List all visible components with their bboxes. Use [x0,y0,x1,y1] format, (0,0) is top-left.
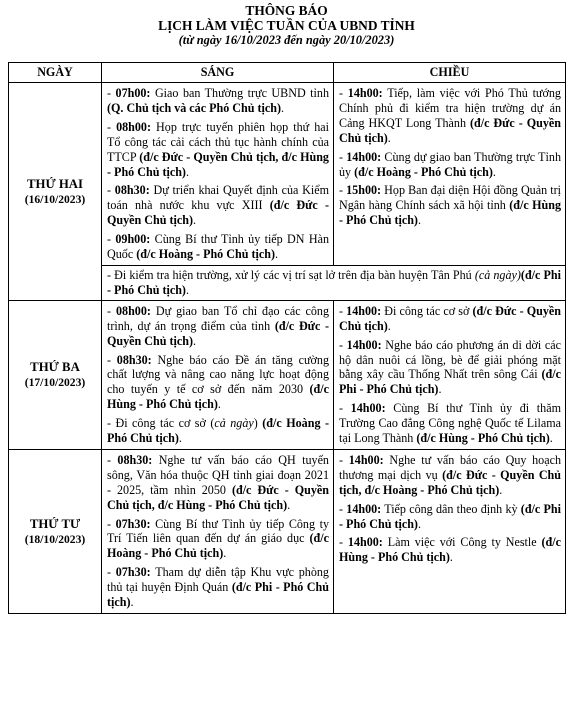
column-header-afternoon: CHIỀU [334,63,566,83]
item-participants: (đ/c Hùng - Phó Chủ tịch) [339,198,562,228]
item-text: Họp Ban đại diện Hội đồng Quản trị Ngân hàng Chính sách xã hội tỉnh [339,183,561,213]
item-note: cả ngày [214,416,254,431]
schedule-item: - Đi kiểm tra hiện trường, xử lý các vị trí sạt lở trên địa bàn huyện Tân Phú (cả ngày)(đ/c Phi - Phó Chủ tịch). [107,267,561,297]
item-participants: (đ/c Hùng - Phó Chủ tịch) [107,382,329,412]
item-text: Nghe báo cáo Đề án tăng cường chất lượng và nâng cao năng lực hoạt động cho tuyến y tế cơ sở đến năm 2030 [107,352,329,397]
item-time: 14h00: [347,535,383,550]
day-name: THỨ HAI [26,176,84,191]
item-text: Cùng Bí thư Tỉnh ủy tiếp DN Hàn Quốc [107,232,329,262]
item-participants: (đ/c Đức - Quyền Chủ tịch, đ/c Hoàng - Phó Chủ tịch) [339,467,561,497]
item-time: 08h00: [116,119,152,134]
schedule-item: - 08h30: Nghe tư vấn báo cáo QH tuyến sông, Văn hóa thuộc QH tỉnh giai đoạn 2021 - 2025, tầm nhìn 2050 (đ/c Đức - Quyền Chủ tịch, đ/c Hùng - Phó Chủ tịch). [107,452,329,512]
schedule-item: - 07h30: Cùng Bí thư Tỉnh ủy tiếp Công ty Trí Tiến liên quan đến dự án giáo dục (đ/c Hoàng - Phó Chủ tịch). [107,516,329,561]
item-participants: (đ/c Hoàng - Phó Chủ tịch) [107,416,329,446]
column-header-morning: SÁNG [102,63,334,83]
day-name: THỨ TƯ [29,516,81,531]
item-text: Nghe báo cáo phương án di dời các hộ dân nuôi cá lồng, bè để giải phóng mặt bằng xây cầu Thống Nhất trên sông Cái [339,337,561,382]
item-text: Dự triển khai Quyết định của Kiểm toán nhà nước khu vực XIII [107,183,329,213]
item-end: . [178,431,182,446]
item-participants: (đ/c Phi - Phó Chủ tịch) [107,580,329,610]
item-end: . [287,497,291,512]
item-time: 08h30: [114,183,150,198]
schedule-item: - 15h00: Họp Ban đại diện Hội đồng Quản trị Ngân hàng Chính sách xã hội tỉnh (đ/c Hùng - Phó Chủ tịch). [339,183,562,228]
day-date: (16/10/2023) [24,192,86,206]
item-end: . [274,247,279,262]
item-participants: (Q. Chủ tịch và các Phó Chủ tịch) [107,100,282,115]
item-text: Tiếp, làm việc với Phó Thủ tướng Chính phủ đi kiểm tra hiện trường dự án Cảng HKQT Long Thành [339,86,561,130]
schedule-item: - 07h30: Tham dự diễn tập Khu vực phòng thủ tại huyện Định Quán (đ/c Phi - Phó Chủ tịch). [107,565,329,610]
item-text: Tiếp công dân theo định kỳ [381,501,521,516]
column-header-day: NGÀY [9,63,102,83]
item-text: Làm việc với Công ty Nestle [382,535,542,550]
item-time: 14h00: [347,86,383,100]
item-participants: (đ/c Hoàng - Phó Chủ tịch) [136,247,275,262]
schedule-table [8,62,566,614]
item-end: . [130,595,134,610]
item-note: (cả ngày) [474,267,521,282]
item-time: 08h30: [116,352,152,367]
schedule-item: - 14h00: Đi công tác cơ sở (đ/c Đức - Quyền Chủ tịch). [339,303,561,333]
schedule-item: - 14h00: Cùng dự giao ban Thường trực Tỉnh ủy (đ/c Hoàng - Phó Chủ tịch). [339,149,561,179]
morning-cell [102,83,334,266]
item-end: . [417,516,421,531]
item-participants: (đ/c Hùng - Phó Chủ tịch) [339,535,561,565]
item-text: Cùng dự giao ban Thường trực Tỉnh ủy [339,149,561,179]
item-time: 08h00: [115,303,151,318]
item-time: 08h30: [117,452,153,467]
document-subtitle: LỊCH LÀM VIỆC TUẦN CỦA UBND TỈNH [158,18,415,33]
item-participants: (đ/c Phi - Phó Chủ tịch) [107,267,561,297]
item-text: Tham dự diễn tập Khu vực phòng thủ tại huyện Định Quán [107,565,329,595]
afternoon-cell [334,83,566,266]
schedule-item: - 14h00: Nghe tư vấn báo cáo Quy hoạch thương mại dịch vụ (đ/c Đức - Quyền Chủ tịch, đ/c Hoàng - Phó Chủ tịch). [339,452,561,497]
item-text: Đi công tác cơ sở ( [115,416,215,431]
day-date: (18/10/2023) [24,532,86,546]
schedule-item: - 14h00: Tiếp công dân theo định kỳ (đ/c Phi - Phó Chủ tịch). [339,501,561,531]
item-text: Họp trực tuyến phiên họp thứ hai Tổ công tác cải cách thủ tục hành chính của TTCP [107,119,329,164]
item-text: Cùng Bí thư Tỉnh ủy tiếp Công ty Trí Tiến liên quan đến dự án giáo dục [107,516,329,546]
item-time: 07h30: [115,565,151,580]
day-name: THỨ BA [30,360,80,375]
morning-cell [102,300,334,449]
schedule-item: - 08h00: Họp trực tuyến phiên họp thứ hai Tổ công tác cải cách thủ tục hành chính của TTCP (đ/c Đức - Quyền Chủ tịch, đ/c Hùng - Phó Chủ tịch). [107,119,329,179]
item-time: 07h30: [115,516,151,531]
item-end: . [549,431,553,446]
full-day-cell [102,265,566,300]
item-participants: (đ/c Đức - Quyền Chủ tịch, đ/c Hùng - Phó Chủ tịch) [107,482,329,512]
item-end: . [417,213,421,228]
item-time: 09h00: [115,232,151,247]
item-participants: (đ/c Đức - Quyền Chủ tịch) [107,318,329,348]
item-participants: (đ/c Hoàng - Phó Chủ tịch) [354,164,493,179]
schedule-item: - 14h00: Làm việc với Công ty Nestle (đ/c Hùng - Phó Chủ tịch). [339,535,561,565]
item-participants: (đ/c Đức - Quyền Chủ tịch) [107,198,329,228]
item-end: . [217,397,221,412]
item-participants: (đ/c Hùng - Phó Chủ tịch) [416,431,550,446]
table-header-row [9,63,566,83]
item-end: . [193,213,197,228]
document-header [0,0,573,48]
item-text: Đi công tác cơ sở [381,303,473,318]
item-text: Nghe tư vấn báo cáo Quy hoạch thương mại dịch vụ [339,452,561,482]
schedule-item: - Đi công tác cơ sở (cả ngày) (đ/c Hoàng - Phó Chủ tịch). [107,416,329,446]
afternoon-cell [334,449,566,613]
schedule-item: - 08h30: Dự triển khai Quyết định của Kiểm toán nhà nước khu vực XIII (đ/c Đức - Quyền Chủ tịch). [107,183,329,228]
item-text-cont: ) [253,416,263,431]
date-range: (từ ngày 16/10/2023 đến ngày 20/10/2023) [178,33,395,47]
item-text: Dự giao ban Tổ chỉ đạo các công trình, dự án trọng điểm của tỉnh [107,303,329,333]
item-time: 14h00: [346,149,382,164]
item-end: . [193,333,197,348]
item-end: . [387,130,391,145]
item-text: Giao ban Thường trực UBND tỉnh [150,86,329,100]
item-text: Đi kiểm tra hiện trường, xử lý các vị trí sạt lở trên địa bàn huyện Tân Phú [114,267,475,282]
item-time: 14h00: [348,452,384,467]
item-time: 14h00: [346,337,382,352]
item-participants: (đ/c Đức - Quyền Chủ tịch) [339,115,561,145]
item-end: . [281,100,285,115]
item-end: . [185,164,189,179]
item-time: 14h00: [350,401,386,416]
morning-cell [102,449,334,613]
item-text: Nghe tư vấn báo cáo QH tuyến sông, Văn hóa thuộc QH tỉnh giai đoạn 2021 - 2025, tầm nhìn 2050 [107,452,329,497]
item-participants: (đ/c Hoàng - Phó Chủ tịch) [107,531,329,561]
item-time: 07h00: [115,86,151,100]
item-time: 15h00: [346,183,382,198]
item-participants: (đ/c Phi - Phó Chủ tịch) [339,367,561,397]
item-time: 14h00: [346,303,382,318]
document-title: THÔNG BÁO [245,3,328,18]
item-end: . [185,282,189,297]
table-row [9,449,566,613]
item-time: 14h00: [346,501,382,516]
schedule-item: - 09h00: Cùng Bí thư Tỉnh ủy tiếp DN Hàn Quốc (đ/c Hoàng - Phó Chủ tịch). [107,232,329,262]
day-date: (17/10/2023) [24,376,86,390]
item-end: . [492,164,496,179]
item-text: Cùng Bí thư Tỉnh ủy đi thăm Trường Cao đẳng Công nghệ Quốc tế Lilama tại Long Thành [339,401,561,446]
item-end: . [223,546,227,561]
item-participants: (đ/c Phi - Phó Chủ tịch) [339,501,561,531]
item-end: . [387,318,391,333]
item-end: . [438,382,442,397]
day-cell [9,300,102,449]
table-row [9,83,566,266]
schedule-item: - 14h00: Nghe báo cáo phương án di dời các hộ dân nuôi cá lồng, bè để giải phóng mặt bằng xây cầu Thống Nhất trên sông Cái (đ/c Phi - Phó Chủ tịch). [339,337,561,397]
schedule-item: - 08h30: Nghe báo cáo Đề án tăng cường chất lượng và nâng cao năng lực hoạt động cho tuyến y tế cơ sở đến năm 2030 (đ/c Hùng - Phó Chủ tịch). [107,352,329,412]
table-row [9,300,566,449]
day-cell [9,449,102,613]
schedule-item: - 14h00: Cùng Bí thư Tỉnh ủy đi thăm Trường Cao đẳng Công nghệ Quốc tế Lilama tại Long Thành (đ/c Hùng - Phó Chủ tịch). [339,401,561,446]
item-end: . [499,482,503,497]
schedule-item: - 07h00: Giao ban Thường trực UBND tỉnh (Q. Chủ tịch và các Phó Chủ tịch). [107,86,329,115]
item-end: . [449,550,453,565]
afternoon-cell [334,300,566,449]
item-participants: (đ/c Đức - Quyền Chủ tịch) [339,303,561,333]
item-participants: (đ/c Đức - Quyền Chủ tịch, đ/c Hùng - Phó Chủ tịch) [107,149,329,179]
schedule-item: - 14h00: Tiếp, làm việc với Phó Thủ tướng Chính phủ đi kiểm tra hiện trường dự án Cảng HKQT Long Thành (đ/c Đức - Quyền Chủ tịch). [339,86,561,145]
schedule-item: - 08h00: Dự giao ban Tổ chỉ đạo các công trình, dự án trọng điểm của tỉnh (đ/c Đức - Quyền Chủ tịch). [107,303,329,348]
day-cell [9,83,102,301]
